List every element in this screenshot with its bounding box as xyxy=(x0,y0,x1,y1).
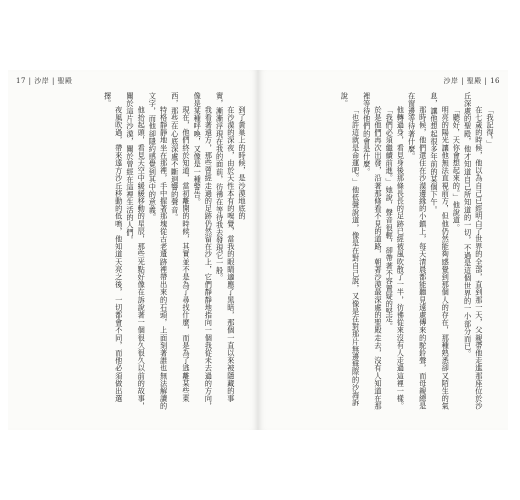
paragraph: 那時候，他們還住在沙漠邊緣的小鎮上，每天清晨都能聽見遠處傳來的駝鈴聲，而母親總是在窗邊等待著什麼。 xyxy=(407,92,428,411)
paragraph: 於是他們再次出發，沿著那條看不見的道路，朝著沙漠最深處的聖殿走去，沒有人知道在那裡等待他們的會是什麼。 xyxy=(362,92,383,411)
paragraph: 夜風吹過，帶來遠方沙丘移動的低鳴，他知道天亮之後，一切都會不同，而他必須做出選擇。 xyxy=(103,92,124,403)
paragraph: 他轉過身，看見身後那條長長的足跡已經被風吹散了一半，彷彿從來沒有人走過這裡一樣。 xyxy=(396,106,406,411)
paragraph: 明亮的陽光讓他無法直視前方，但他仍然能夠感覺到那個人的存在，那種熟悉卻又陌生的氣息，讓他想起很多年前的某個下午。 xyxy=(429,92,451,411)
paragraph: 在七歲的時候，他以為自己已經明白了世界的全部，直到那一天，父親帶他走進那座位於沙丘深處的聖殿，他才知道自己所知道的一切，不過是這個世界的一小部分而已。 xyxy=(463,92,484,411)
paragraph: 「我記得。」 xyxy=(486,106,495,149)
right-body-text xyxy=(268,92,496,416)
paragraph: 「聽好，天你會想起來的。」他說道。 xyxy=(452,106,462,232)
paragraph: 到了黃巢上的時候，是沙漠地底的 xyxy=(238,106,247,221)
paragraph: 「也許這就是命運吧。」他低聲說道，像是在對自己說，又像是在對那片無邊無際的沙海訴說。 xyxy=(340,92,361,407)
paragraph: 在沙漠的深夜，由於天性本有的嗅覺，當我的眼睛適應了黑暗，那個一直以來被隱藏的事實，漸漸浮現在我的面前，彷彿在等待我去發現它一般。 xyxy=(215,92,236,403)
left-running-head: 17 | 沙岸 | 聖殿 xyxy=(16,77,73,85)
paragraph: 「我們必須繼續前進。」她說，聲音很輕，卻帶著不容置疑的堅定。 xyxy=(385,106,395,331)
paragraph: 我看著遠方，那些曾經走過的足跡仍然留在沙上，它們靜靜地指向一個我從未去過的方向，像是某種呼喚，又像是一種警告。 xyxy=(193,92,214,411)
left-page xyxy=(8,70,258,430)
right-page xyxy=(258,70,508,430)
right-running-head: 沙岸 | 聖殿 | 16 xyxy=(443,77,500,85)
book-spread xyxy=(8,70,508,430)
paragraph: 他抬起頭，看見天空中緩緩移動的星辰，那些光點好像在訴說著一個很久很久以前的故事，關於這片沙漠，關於曾經在這裡生活的人們。 xyxy=(125,92,147,411)
paragraph: 現在，他們終於知道，當初離開的時候，其實並不是為了尋找什麼，而是為了逃離某些東西，那些在心底深處不斷迴響的聲音。 xyxy=(170,92,191,403)
left-body-text xyxy=(20,92,248,416)
paragraph: 特格靜靜地坐在那裡，手中握著那塊從古老遺跡裡帶出來的石頭，上面刻著誰也無法解讀的文字，而他卻隱約感覺到其中的意義。 xyxy=(148,92,169,411)
